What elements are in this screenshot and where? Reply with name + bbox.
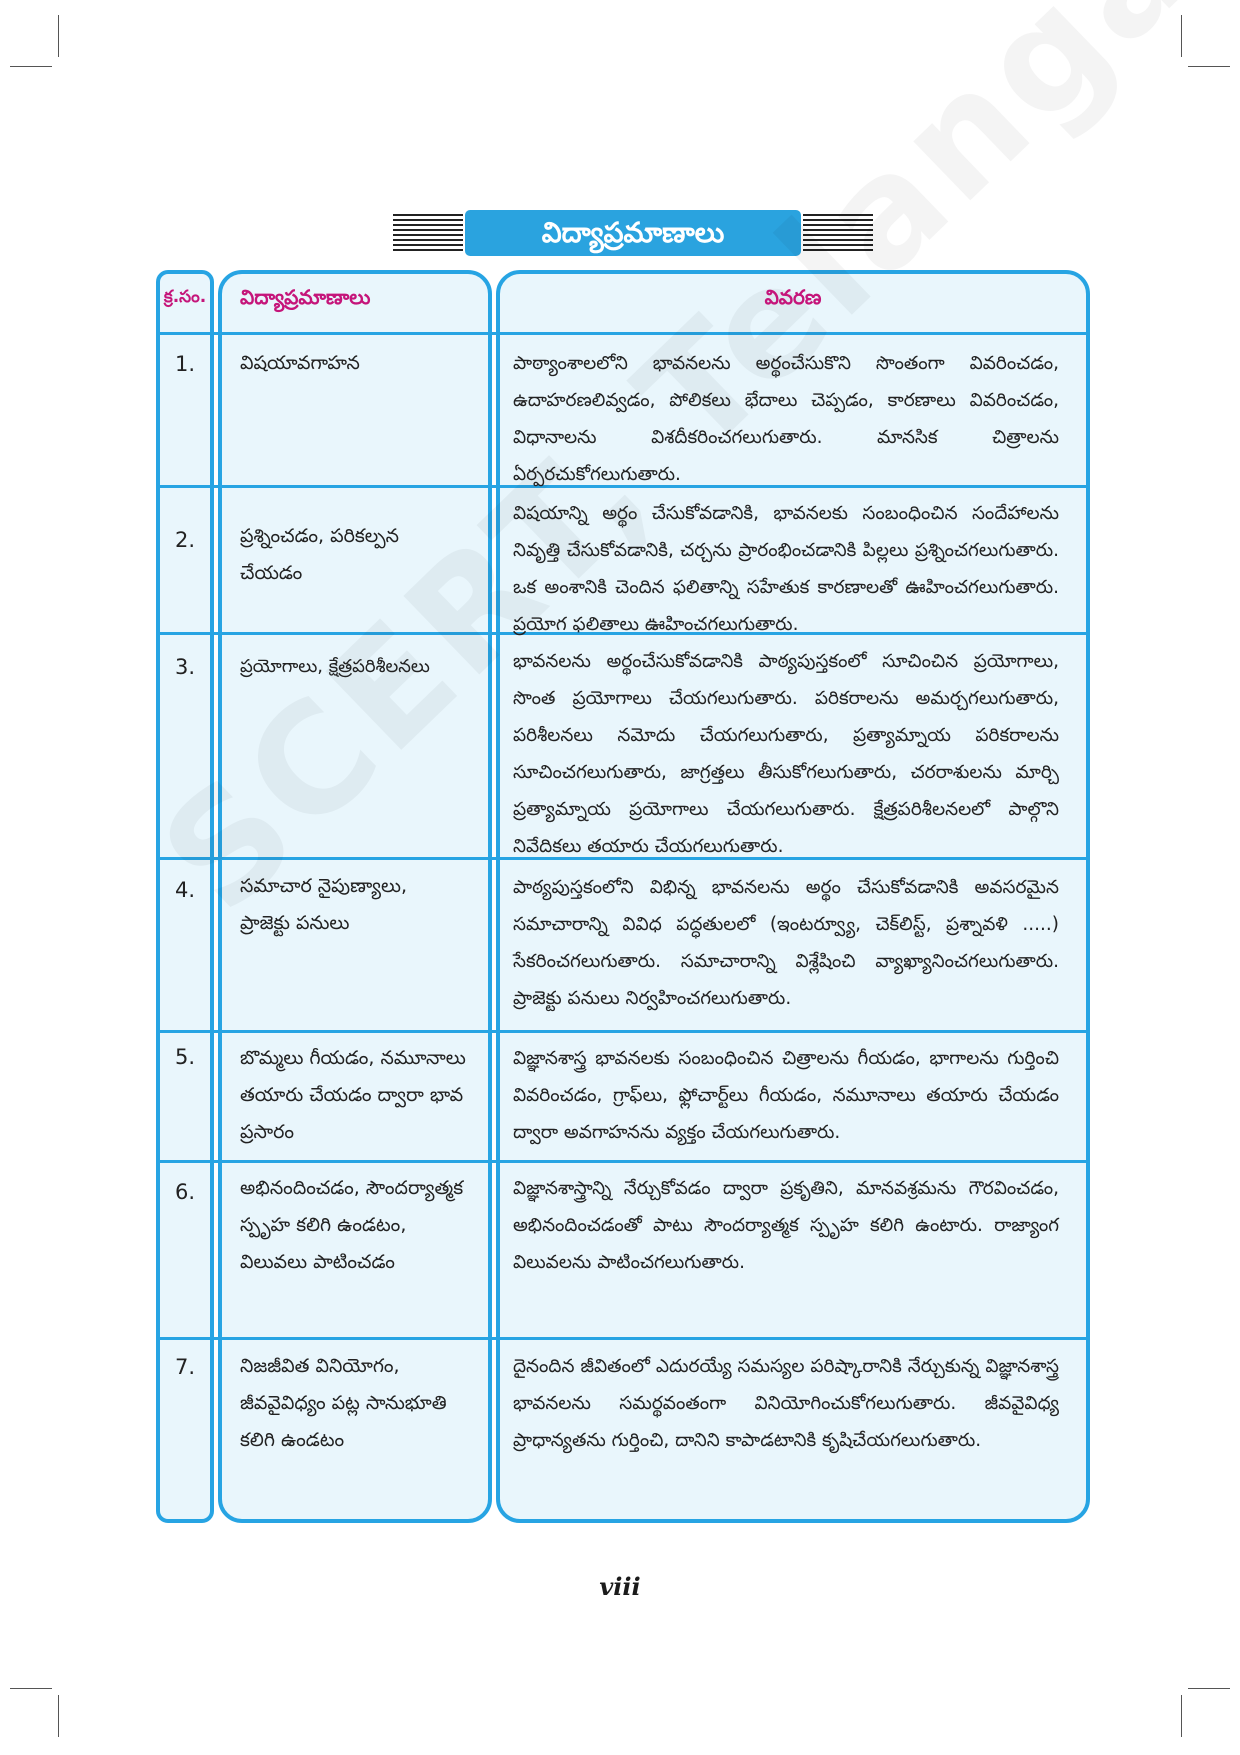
- header-description: వివరణ: [764, 285, 822, 309]
- table-row-description: విజ్ఞానశాస్త్రాన్ని నేర్చుకోవడం ద్వారా ప్రకృతిని, మానవశ్రమను గౌరవించడం, అభినందించడంతో పాటు సౌందర్యాత్మక స్పృహ కలిగి ఉంటారు. రాజ్యాంగ విలువలను పాటించగలుగుతారు.: [513, 1178, 1059, 1273]
- row-divider: [158, 1337, 1088, 1340]
- crop-mark: [10, 66, 52, 67]
- crop-mark: [1181, 1695, 1182, 1737]
- table-row-number: 4.: [174, 878, 196, 902]
- crop-mark: [58, 15, 59, 57]
- table-row-standard: ప్రయోగాలు, క్షేత్రపరిశీలనలు: [240, 656, 430, 677]
- table-row-standard: అభినందించడం, సౌందర్యాత్మక స్పృహ కలిగి ఉండటం, విలువలు పాటించడం: [240, 1177, 464, 1273]
- row-divider: [158, 1160, 1088, 1163]
- table-row-description: దైనందిన జీవితంలో ఎదురయ్యే సమస్యల పరిష్కారానికి నేర్చుకున్న విజ్ఞానశాస్త్ర భావనలను సమర్థవంతంగా వినియోగించుకోగలుగుతారు. జీవవైవిధ్య ప్రాధాన్యతను గుర్తించి, దానిని కాపాడటానికి కృషిచేయగలుగుతారు.: [513, 1356, 1059, 1451]
- page-number: viii: [599, 1572, 641, 1601]
- table-row-description: విజ్ఞానశాస్త్ర భావనలకు సంబంధించిన చిత్రాలను గీయడం, భాగాలను గుర్తించి వివరించడం, గ్రాఫ్‌లు, ఫ్లోచార్ట్‌లు గీయడం, నమూనాలు తయారు చేయడం ద్వారా అవగాహనను వ్యక్తం చేయగలుగుతారు.: [513, 1048, 1059, 1143]
- crop-mark: [1188, 66, 1230, 67]
- table-row-description: పాఠ్యపుస్తకంలోని విభిన్న భావనలను అర్థం చేసుకోవడానికి అవసరమైన సమాచారాన్ని వివిధ పద్ధతులలో (ఇంటర్వ్యూ, చెక్‌లిస్ట్, ప్రశ్నావళి .....) సేకరించగలుగుతారు. సమాచారాన్ని విశ్లేషించి వ్యాఖ్యానించగలుగుతారు. ప్రాజెక్టు పనులు నిర్వహించగలుగుతారు.: [513, 877, 1059, 1009]
- page-title: విద్యాప్రమాణాలు: [465, 210, 801, 256]
- table-row-number: 1.: [174, 352, 196, 376]
- row-divider: [158, 1030, 1088, 1033]
- table-row-description: పాఠ్యాంశాలలోని భావనలను అర్థంచేసుకొని సొంతంగా వివరించడం, ఉదాహరణలివ్వడం, పోలికలు భేదాలు చెప్పడం, కారణాలు వివరించడం, విధానాలను విశదీకరించగలుగుతారు. మానసిక చిత్రాలను ఏర్పరచుకోగలుగుతారు.: [513, 353, 1059, 485]
- table-row-number: 6.: [174, 1180, 196, 1204]
- crop-mark: [10, 1688, 52, 1689]
- table-row-description: భావనలను అర్థంచేసుకోవడానికి పాఠ్యపుస్తకంలో సూచించిన ప్రయోగాలు, సొంత ప్రయోగాలు చేయగలుగుతారు. పరికరాలను అమర్చగలుగుతారు, పరిశీలనలు నమోదు చేయగలుగుతారు, ప్రత్యామ్నాయ పరికరాలను సూచించగలుగుతారు, జాగ్రత్తలు తీసుకోగలుగుతారు, చరరాశులను మార్చి ప్రత్యామ్నాయ ప్రయోగాలు చేయగలుగుతారు. క్షేత్రపరిశీలనలలో పాల్గొని నివేదికలు తయారు చేయగలుగుతారు.: [513, 651, 1059, 857]
- title-ornament-left: [393, 214, 463, 254]
- table-row-standard: నిజజీవిత వినియోగం, జీవవైవిధ్యం పట్ల సానుభూతి కలిగి ఉండటం: [240, 1355, 447, 1451]
- table-row-number: 7.: [174, 1355, 196, 1379]
- table-row-standard: ప్రశ్నించడం, పరికల్పన చేయడం: [240, 525, 399, 584]
- crop-mark: [58, 1695, 59, 1737]
- crop-mark: [1188, 1688, 1230, 1689]
- header-standard: విద్యాప్రమాణాలు: [240, 285, 371, 309]
- table-row-standard: విషయావగాహన: [240, 352, 360, 374]
- table-row-description: విషయాన్ని అర్థం చేసుకోవడానికి, భావనలకు సంబంధించిన సందేహాలను నివృత్తి చేసుకోవడానికి, చర్చను ప్రారంభించడానికి పిల్లలు ప్రశ్నించగలుగుతారు. ఒక అంశానికి చెందిన ఫలితాన్ని సహేతుక కారణాలతో ఊహించగలుగుతారు. ప్రయోగ ఫలితాలు ఊహించగలుగుతారు.: [513, 503, 1059, 635]
- table-row-number: 2.: [174, 528, 196, 552]
- table-row-number: 3.: [174, 655, 196, 679]
- table-row-standard: సమాచార నైపుణ్యాలు, ప్రాజెక్టు పనులు: [240, 875, 408, 934]
- header-serial: క్ర.సం.: [163, 287, 207, 307]
- table-row-standard: బొమ్మలు గీయడం, నమూనాలు తయారు చేయడం ద్వారా భావ ప్రసారం: [240, 1047, 466, 1143]
- table-row-number: 5.: [174, 1045, 196, 1069]
- row-divider: [158, 332, 1088, 335]
